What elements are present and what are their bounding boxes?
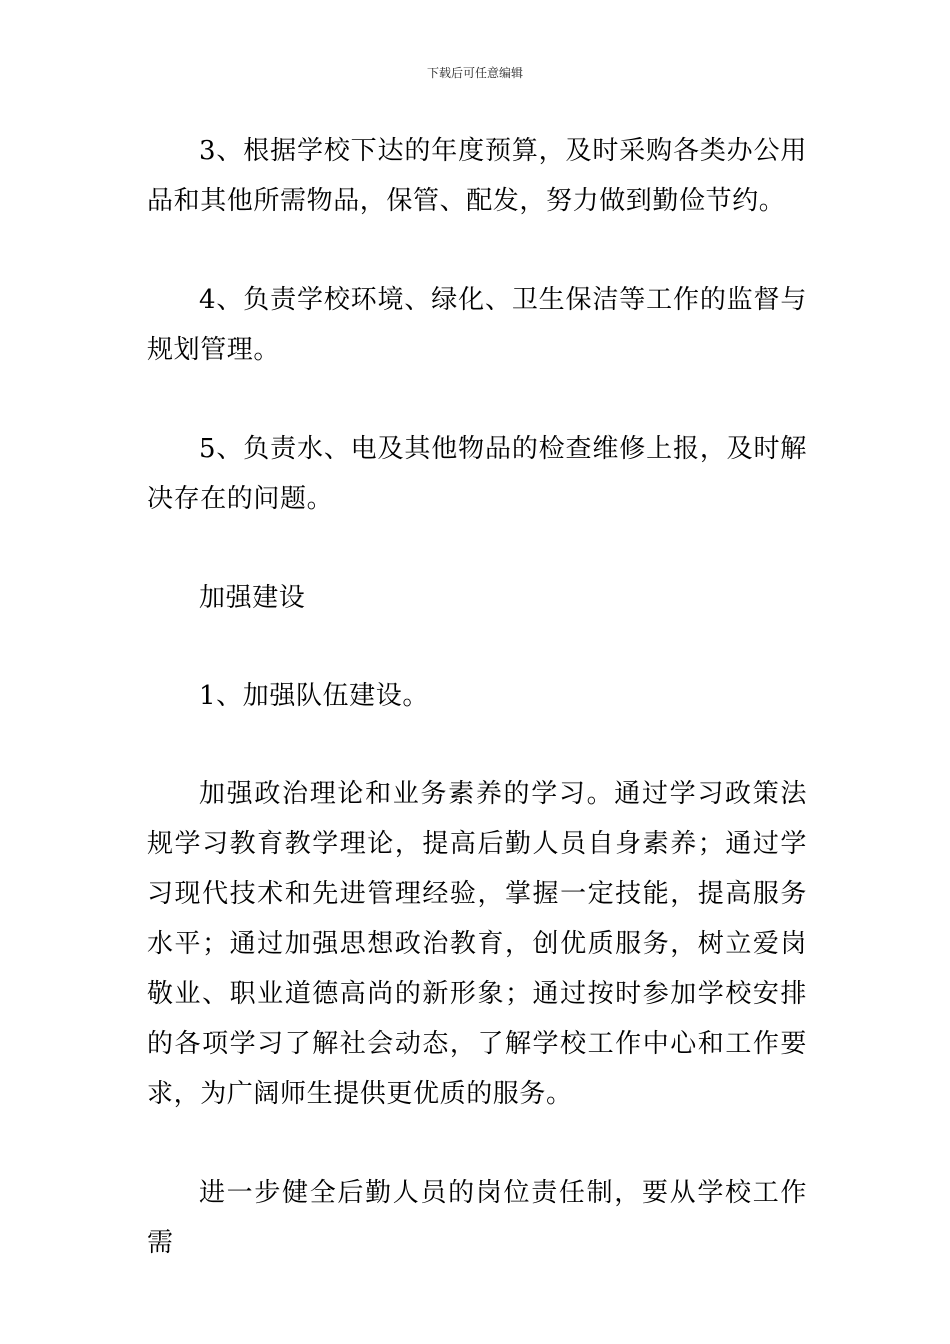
paragraph-spacer [147, 375, 807, 424]
paragraph-item-4: 4、负责学校环境、绿化、卫生保洁等工作的监督与规划管理。 [147, 285, 807, 365]
subsection-heading: 1、加强队伍建设。 [199, 681, 429, 711]
paragraph-spacer [147, 721, 807, 769]
paragraph-spacer [147, 226, 807, 275]
section-heading: 加强建设 [199, 583, 306, 613]
paragraph-item-5: 5、负责水、电及其他物品的检查维修上报，及时解决存在的问题。 [147, 434, 807, 514]
paragraph-study: 加强政治理论和业务素养的学习。通过学习政策法规学习教育教学理论，提高后勤人员自身素养；通过学习现代技术和先进管理经验，掌握一定技能，提高服务水平；通过加强思想政治教育，创优质服务，树立爱岗敬业、职业道德高尚的新形象；通过按时参加学校安排的各项学习了解社会动态，了解学校工作中心和工作要求，为广阔师生提供更优质的服务。 [147, 779, 807, 1109]
page-header-note: 下载后可任意编辑 [426, 66, 523, 80]
document-body [147, 126, 807, 1268]
paragraph-spacer [147, 524, 807, 573]
paragraph-spacer [147, 623, 807, 671]
paragraph-item-3: 3、根据学校下达的年度预算，及时采购各类办公用品和其他所需物品，保管、配发，努力做到勤俭节约。 [147, 136, 807, 216]
paragraph-responsibility: 进一步健全后勤人员的岗位责任制，要从学校工作需 [147, 1178, 807, 1258]
paragraph-spacer [147, 1119, 807, 1168]
